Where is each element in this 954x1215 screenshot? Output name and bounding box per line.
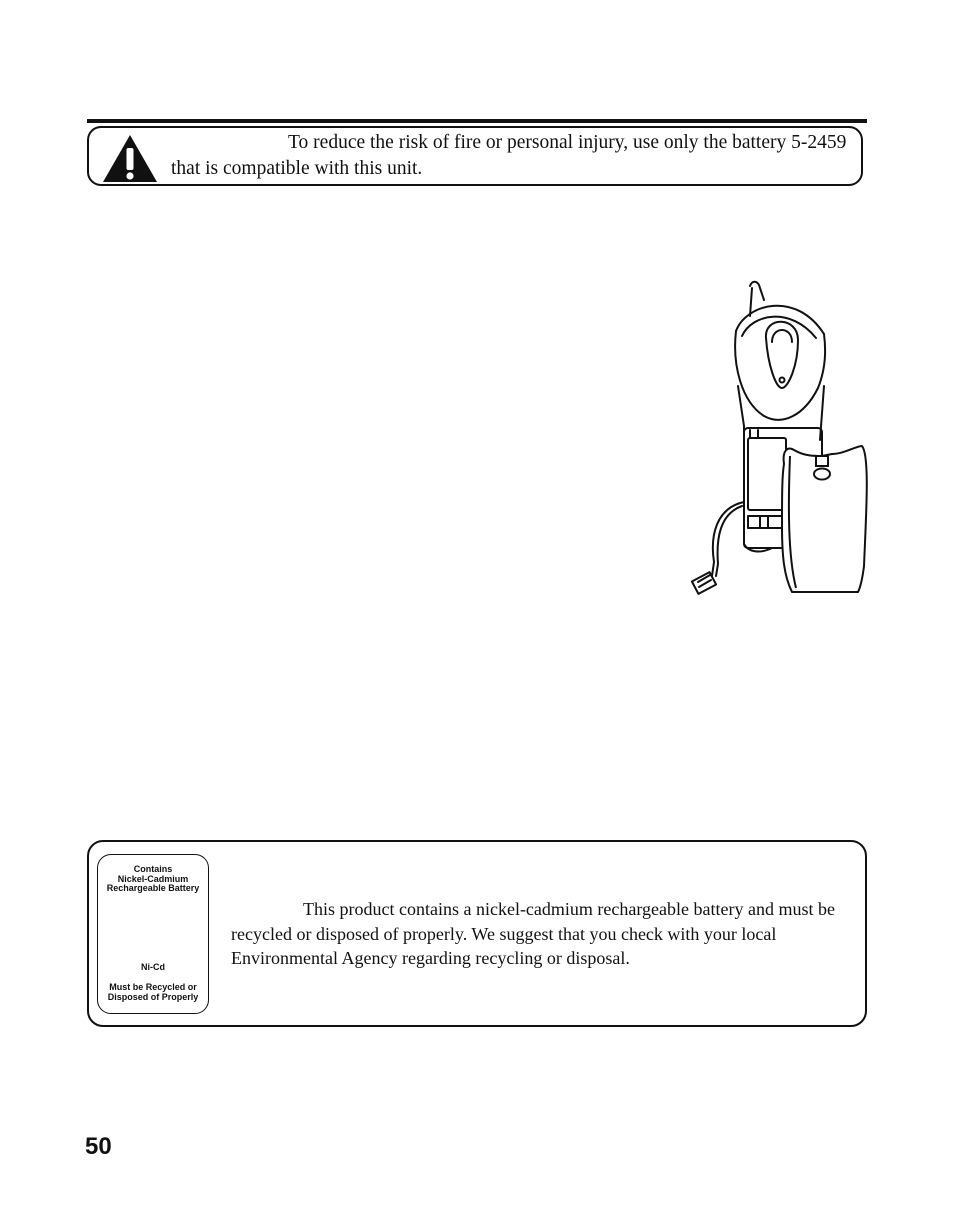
seal-chemistry: Ni-Cd — [141, 962, 165, 972]
seal-line-nickel-cadmium: Nickel-Cadmium — [117, 873, 189, 884]
warning-triangle-icon — [101, 132, 159, 184]
seal-bottom-text — [98, 983, 208, 1002]
seal-top-text — [98, 865, 208, 894]
caution-box — [87, 126, 863, 186]
seal-line-rechargeable: Rechargeable Battery — [106, 883, 200, 893]
recycle-box — [87, 840, 867, 1027]
recycle-text: This product contains a nickel-cadmium rechargeable battery and must be recycled or disposed of properly. We suggest that you check with your local Environmental Agency regarding recycling or disposal. — [231, 899, 835, 968]
top-rule — [87, 119, 867, 123]
handset-battery-compartment-icon — [686, 276, 870, 604]
seal-line-dispose: Disposed of Properly — [107, 991, 199, 1002]
battery-recycle-seal — [97, 854, 209, 1014]
seal-line-contains: Contains — [133, 864, 173, 874]
page-number: 50 — [85, 1133, 112, 1160]
seal-line-must-recycle: Must be Recycled or — [109, 982, 197, 992]
caution-text: To reduce the risk of fire or personal injury, use only the battery 5-2459 that is compatible with this unit. — [171, 132, 847, 179]
